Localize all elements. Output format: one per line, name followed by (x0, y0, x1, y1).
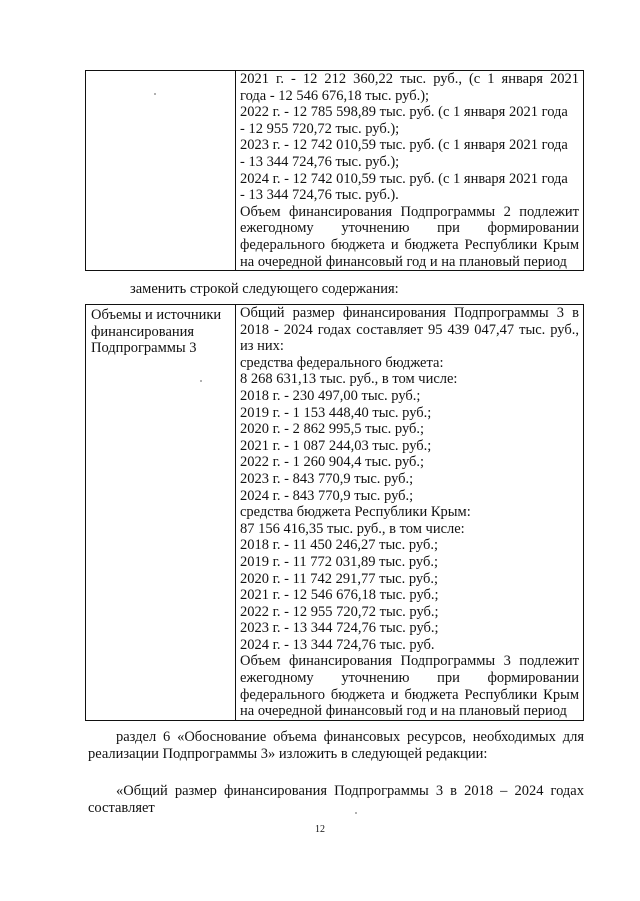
cell-line: 2024 г. - 843 770,9 тыс. руб.; (240, 487, 414, 504)
right-cell-lines (236, 71, 583, 270)
table-row (86, 305, 584, 721)
cell-line: ежегодному уточнению при формировании (240, 670, 579, 687)
cell-line: 2022 г. - 12 785 598,89 тыс. руб. (с 1 января 2021 года (240, 104, 568, 121)
paragraph-text: «Общий размер финансирования Подпрограммы 3 в 2018 – 2024 годах (116, 783, 584, 799)
scan-speck (154, 93, 156, 95)
cell-line: федерального бюджета и бюджета Республики Крым (240, 236, 579, 253)
cell-line: Объем финансирования Подпрограммы 2 подлежит (240, 203, 579, 220)
cell-line: на очередной финансовый год и на плановый период (240, 253, 567, 270)
cell-line: 2022 г. - 1 260 904,4 тыс. руб.; (240, 454, 425, 471)
cell-line: на очередной финансовый год и на плановый период (240, 703, 567, 720)
cell-line: федерального бюджета и бюджета Республики Крым (240, 686, 579, 703)
cell-line: - 13 344 724,76 тыс. руб.). (240, 187, 399, 204)
cell-line: 2020 г. - 11 742 291,77 тыс. руб.; (240, 570, 439, 587)
cell-line: 2023 г. - 12 742 010,59 тыс. руб. (с 1 января 2021 года (240, 137, 568, 154)
table-cell-right (236, 305, 584, 721)
funding-table-new (85, 304, 584, 721)
cell-line: Общий размер финансирования Подпрограммы 3 в (240, 305, 579, 321)
cell-line: Объем финансирования Подпрограммы 3 подлежит (240, 653, 579, 670)
cell-line: 2021 г. - 1 087 244,03 тыс. руб.; (240, 437, 432, 454)
table-row (86, 71, 584, 271)
cell-line: 2021 г. - 12 546 676,18 тыс. руб.; (240, 587, 439, 604)
table-cell-left (86, 71, 236, 271)
scan-speck (355, 812, 357, 814)
section-instruction-line1 (88, 729, 584, 746)
cell-line: года - 12 546 676,18 тыс. руб.); (240, 87, 430, 104)
cell-line: ежегодному уточнению при формировании (240, 220, 579, 237)
cell-line: 2023 г. - 843 770,9 тыс. руб.; (240, 470, 414, 487)
cell-line: средства бюджета Республики Крым: (240, 504, 471, 521)
cell-line: 2018 г. - 11 450 246,27 тыс. руб.; (240, 537, 439, 554)
cell-line: 2018 г. - 230 497,00 тыс. руб.; (240, 387, 421, 404)
cell-line: 2024 г. - 12 742 010,59 тыс. руб. (с 1 января 2021 года (240, 170, 568, 187)
cell-line: 2019 г. - 1 153 448,40 тыс. руб.; (240, 404, 432, 421)
cell-line: 2022 г. - 12 955 720,72 тыс. руб.; (240, 603, 439, 620)
replace-instruction: заменить строкой следующего содержания: (130, 281, 399, 297)
cell-line: 2023 г. - 13 344 724,76 тыс. руб.; (240, 620, 439, 637)
cell-line: 87 156 416,35 тыс. руб., в том числе: (240, 520, 465, 537)
cell-line: 2018 - 2024 годах составляет 95 439 047,47 тыс. руб., (240, 321, 579, 338)
cell-line: - 12 955 720,72 тыс. руб.); (240, 120, 400, 137)
page-number: 12 (315, 824, 325, 835)
table-cell-left (86, 305, 236, 721)
total-funding-line2: составляет (88, 800, 155, 816)
funding-table-previous (85, 70, 584, 271)
cell-line: - 13 344 724,76 тыс. руб.); (240, 153, 400, 170)
table-cell-right (236, 71, 584, 271)
left-cell-text (86, 71, 235, 73)
left-cell-text: Объемы и источники финансирования Подпрограммы 3 (91, 307, 222, 357)
cell-line: 8 268 631,13 тыс. руб., в том числе: (240, 371, 458, 388)
cell-line: средства федерального бюджета: (240, 354, 444, 371)
paragraph-text: раздел 6 «Обоснование объема финансовых ресурсов, необходимых для (116, 729, 584, 745)
cell-line: 2021 г. - 12 212 360,22 тыс. руб., (с 1 января 2021 (240, 71, 579, 87)
right-cell-lines (236, 305, 583, 720)
section-instruction-line2: реализации Подпрограммы 3» изложить в следующей редакции: (88, 746, 488, 762)
cell-line: из них: (240, 338, 284, 355)
cell-line: 2024 г. - 13 344 724,76 тыс. руб. (240, 636, 435, 653)
cell-line: 2020 г. - 2 862 995,5 тыс. руб.; (240, 421, 425, 438)
cell-line: 2019 г. - 11 772 031,89 тыс. руб.; (240, 553, 439, 570)
total-funding-line1 (88, 783, 584, 800)
scan-speck (200, 380, 202, 382)
